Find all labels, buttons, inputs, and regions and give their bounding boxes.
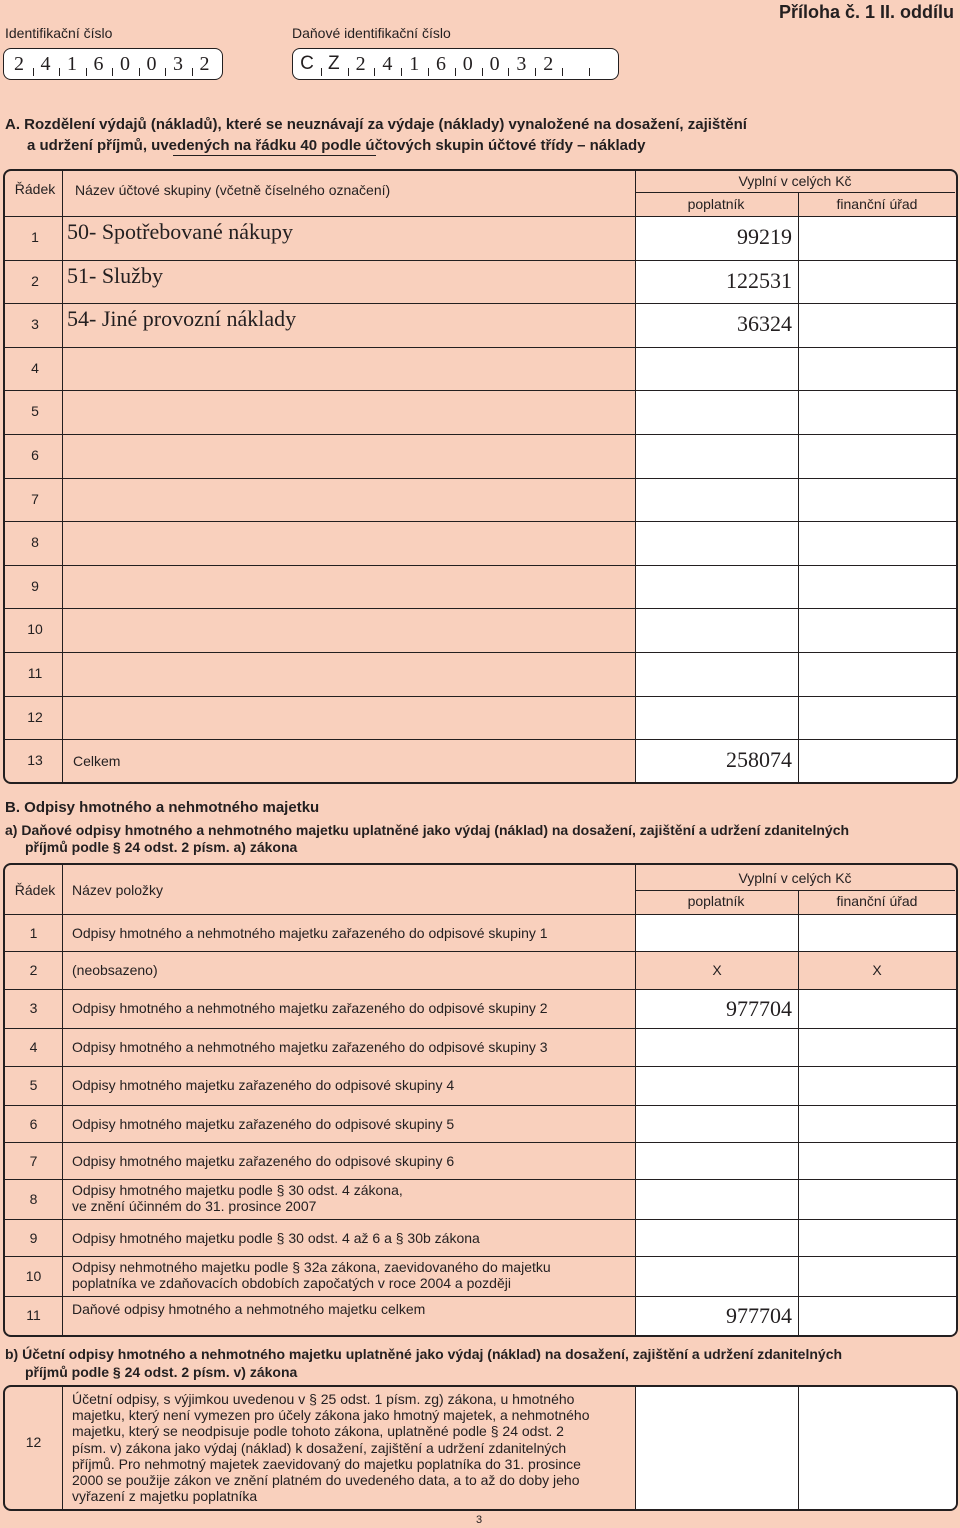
dic-char: 4: [382, 53, 393, 75]
item-name: Odpisy hmotného majetku zařazeného do odpisové skupiny 6: [72, 1153, 455, 1169]
item-name: Odpisy hmotného a nehmotného majetku zařazeného do odpisové skupiny 2: [72, 1000, 548, 1016]
col-name-header: Název položky: [72, 882, 164, 898]
office-cell[interactable]: [799, 609, 956, 652]
col-name-header: Název účtové skupiny (včetně číselného označení): [75, 182, 391, 198]
dic-char: Z: [327, 53, 340, 74]
ico-digit: 1: [67, 53, 77, 75]
row12-text-line: 2000 se použije zákon ve znění platném do uvedeného data, a to až do doby jeho: [72, 1472, 580, 1489]
office-cell[interactable]: [799, 1143, 956, 1179]
item-name: (neobsazeno): [72, 962, 158, 978]
office-cell[interactable]: [799, 348, 956, 391]
account-group-name: 50- Spotřebované nákupy: [67, 219, 294, 244]
payer-cell[interactable]: [636, 391, 798, 434]
col-fill-header: Vyplní v celých Kč: [738, 173, 852, 189]
digit-separator: [33, 68, 34, 76]
dic-char: 0: [462, 53, 473, 75]
ico-digit: 6: [93, 53, 104, 75]
payer-cell[interactable]: [636, 566, 798, 609]
digit-separator: [562, 68, 563, 76]
item-name: Odpisy hmotného a nehmotného majetku zařazeného do odpisové skupiny 3: [72, 1039, 548, 1055]
col-row-header: Řádek: [14, 181, 56, 197]
payer-amount: 36324: [737, 311, 792, 337]
office-cell[interactable]: [799, 1257, 956, 1296]
digit-separator: [482, 68, 483, 76]
payer-cell[interactable]: [636, 1067, 798, 1105]
table-b: [3, 863, 958, 1337]
row-number: 3: [29, 1000, 38, 1016]
row-number: 8: [29, 1191, 38, 1207]
dic-char: 6: [436, 53, 446, 75]
row12-text-line: majetku, který se neodpisuje podle tohoto zákona, uplatněné podle § 24 odst. 2: [72, 1423, 564, 1440]
digit-separator: [112, 68, 113, 76]
dic-char: [562, 49, 588, 79]
office-cell[interactable]: [799, 435, 956, 478]
office-cell[interactable]: [799, 304, 956, 347]
ico-digit: 2: [199, 53, 210, 75]
dic-char: 2: [355, 53, 366, 75]
office-cell[interactable]: [799, 1029, 956, 1066]
digit-separator: [455, 68, 456, 76]
col-office-header: finanční úřad: [836, 893, 918, 909]
payer-cell[interactable]: [636, 1257, 798, 1296]
office-cell[interactable]: [799, 1067, 956, 1105]
row12-office-cell[interactable]: [799, 1387, 956, 1509]
dic-char: [589, 49, 615, 79]
ico-digit: 0: [120, 53, 130, 75]
row12-number: 12: [25, 1434, 42, 1450]
row12-text-line: příjmů. Pro nehmotný majetek zaevidovaný do majetku poplatníka do 31. prosince: [72, 1455, 581, 1472]
digit-separator: [508, 68, 509, 76]
row-number: 3: [31, 316, 39, 333]
row-number: 10: [25, 1268, 42, 1284]
ico-label: Identifikační číslo: [5, 25, 113, 41]
row12-text-line: vyřazení z majetku poplatníka: [72, 1488, 258, 1505]
page-number: 3: [476, 1514, 483, 1526]
digit-separator: [86, 68, 87, 76]
digit-separator: [321, 68, 322, 76]
account-group-name: 54- Jiné provozní náklady: [67, 306, 297, 332]
payer-cell[interactable]: [636, 522, 798, 565]
row-number: 1: [31, 229, 39, 245]
office-cell[interactable]: [799, 479, 956, 522]
row-number: 1: [29, 925, 38, 941]
row-number: 7: [31, 490, 39, 507]
section-b-title: B. Odpisy hmotného a nehmotného majetku: [5, 799, 320, 816]
section-b-b-line1: b) Účetní odpisy hmotného a nehmotného majetku uplatněné jako výdaj (náklad) na dosažení, zajištění a udržení zdanitelných: [5, 1346, 843, 1362]
item-name: Odpisy hmotného majetku podle § 30 odst. 4 až 6 a § 30b zákona: [72, 1230, 480, 1246]
payer-cell[interactable]: [636, 435, 798, 478]
table-b-row12: [3, 1385, 958, 1511]
row-number: 5: [31, 403, 39, 420]
office-cell[interactable]: [799, 261, 956, 304]
row-number: 11: [27, 665, 43, 681]
digit-separator: [165, 68, 166, 76]
item-name-line1: Odpisy hmotného majetku podle § 30 odst. 4 zákona,: [72, 1182, 403, 1198]
office-cell[interactable]: [799, 522, 956, 565]
office-cell[interactable]: [799, 740, 956, 783]
item-name: Odpisy hmotného majetku zařazeného do odpisové skupiny 5: [72, 1116, 455, 1132]
item-name: Daňové odpisy hmotného a nehmotného majetku celkem: [72, 1301, 426, 1317]
divider: [635, 192, 955, 193]
row-number: 5: [29, 1077, 38, 1093]
item-name: Odpisy hmotného majetku zařazeného do odpisové skupiny 4: [72, 1077, 455, 1093]
col-payer-header: poplatník: [687, 196, 745, 212]
digit-separator: [589, 68, 590, 76]
dic-char: 2: [543, 53, 554, 75]
office-cell[interactable]: [799, 1180, 956, 1219]
row-number: 13: [27, 752, 43, 769]
office-cell[interactable]: [799, 391, 956, 434]
payer-cell[interactable]: [636, 1220, 798, 1256]
dic-char: C: [300, 53, 314, 74]
payer-amount: 99219: [737, 224, 792, 249]
row-number: 7: [29, 1153, 38, 1169]
attachment-title: Příloha č. 1 II. oddílu: [778, 2, 954, 22]
total-label: Celkem: [73, 753, 121, 770]
row-number: 12: [27, 708, 43, 725]
ico-field[interactable]: [3, 48, 223, 80]
office-cell[interactable]: [799, 566, 956, 609]
dic-char: 0: [489, 53, 500, 75]
item-name: Odpisy hmotného a nehmotného majetku zařazeného do odpisové skupiny 1: [72, 925, 548, 941]
underline: [173, 155, 376, 156]
payer-cell[interactable]: [636, 915, 798, 951]
section-b-b-line2: příjmů podle § 24 odst. 2 písm. v) zákona: [25, 1364, 298, 1380]
row12-text-line: Účetní odpisy, s výjimkou uvedenou v § 25 odst. 1 písm. zg) zákona, u hmotného: [72, 1391, 575, 1407]
payer-cell[interactable]: [636, 1029, 798, 1066]
col-row-header: Řádek: [14, 882, 56, 898]
section-a-title-line1: A. Rozdělení výdajů (nákladů), které se neuznávají za výdaje (náklady) vynaložené na dosažení, zajištění: [5, 116, 747, 133]
office-cell[interactable]: [799, 697, 956, 740]
payer-cell[interactable]: [636, 479, 798, 522]
row-number: 4: [29, 1039, 38, 1055]
digit-separator: [374, 68, 375, 76]
row12-payer-cell[interactable]: [636, 1387, 798, 1509]
digit-separator: [59, 68, 60, 76]
row-number: 9: [31, 577, 39, 594]
divider: [62, 1387, 63, 1509]
row-number: 4: [31, 359, 39, 376]
office-cell[interactable]: [799, 990, 956, 1028]
row12-text: [72, 1391, 590, 1504]
item-name-line1: Odpisy nehmotného majetku podle § 32a zákona, zaevidovaného do majetku: [72, 1259, 551, 1275]
dic-field[interactable]: [292, 48, 619, 80]
dic-char: 3: [516, 53, 527, 75]
row-number: 9: [29, 1230, 38, 1246]
row-number: 6: [29, 1116, 38, 1132]
row-number: 10: [27, 621, 43, 638]
payer-cell[interactable]: [636, 1180, 798, 1219]
col-fill-header: Vyplní v celých Kč: [738, 870, 852, 886]
total-amount: 258074: [726, 747, 792, 773]
office-cell[interactable]: [799, 1220, 956, 1256]
dic-label: Daňové identifikační číslo: [292, 25, 451, 41]
item-name-line2: poplatníka ve zdaňovacích obdobích započatých v roce 2004 a později: [72, 1275, 511, 1291]
section-b-a-line1: a) Daňové odpisy hmotného a nehmotného majetku uplatněné jako výdaj (náklad) na dosažení, zajištění a udržení zdanitelných: [5, 822, 850, 838]
section-b-a-line2: příjmů podle § 24 odst. 2 písm. a) zákona: [25, 839, 298, 855]
item-name-line2: ve znění účinném do 31. prosince 2007: [72, 1198, 317, 1214]
payer-cell[interactable]: [636, 1106, 798, 1142]
row12-text-line: majetku, který není vymezen pro účely zákona jako hmotný majetek, a nehmotného: [72, 1407, 590, 1424]
payer-na-mark: X: [712, 962, 722, 978]
row-number: 2: [31, 272, 39, 289]
payer-cell[interactable]: [636, 609, 798, 652]
ico-digit: 4: [40, 53, 51, 75]
ico-digit: 2: [14, 53, 24, 75]
office-cell[interactable]: [799, 1297, 956, 1335]
payer-cell[interactable]: [636, 697, 798, 740]
ico-digit: 0: [146, 53, 157, 75]
account-group-name: 51- Služby: [67, 262, 163, 288]
divider: [62, 171, 63, 782]
payer-cell[interactable]: [636, 653, 798, 696]
row-number: 6: [31, 447, 39, 463]
payer-cell[interactable]: [636, 1143, 798, 1179]
payer-cell[interactable]: [636, 348, 798, 391]
office-cell[interactable]: [799, 1106, 956, 1142]
col-office-header: finanční úřad: [836, 196, 918, 212]
digit-separator: [348, 68, 349, 76]
dic-char: 1: [409, 53, 420, 75]
row12-text-line: písm. v) zákona jako výdaj (náklad) k dosažení, zajištění a udržení zdanitelných: [72, 1439, 567, 1456]
office-na-mark: X: [872, 962, 882, 978]
payer-amount: 977704: [726, 996, 792, 1021]
digit-separator: [139, 68, 140, 76]
payer-amount: 977704: [726, 1303, 792, 1328]
col-payer-header: poplatník: [687, 893, 745, 909]
payer-amount: 122531: [726, 267, 792, 293]
office-cell[interactable]: [799, 653, 956, 696]
table-a: [3, 169, 958, 784]
office-cell[interactable]: [799, 217, 956, 260]
digit-separator: [535, 68, 536, 76]
divider: [635, 890, 955, 891]
digit-separator: [401, 68, 402, 76]
section-a-title-line2: a udržení příjmů, uvedených na řádku 40 podle účtových skupin účtové třídy – náklady: [27, 137, 646, 154]
ico-digit: 3: [173, 53, 183, 75]
office-cell[interactable]: [799, 915, 956, 951]
row-number: 8: [31, 534, 39, 551]
row-number: 2: [29, 962, 38, 978]
row-number: 11: [26, 1307, 41, 1323]
digit-separator: [192, 68, 193, 76]
divider: [62, 865, 63, 1335]
digit-separator: [428, 68, 429, 76]
